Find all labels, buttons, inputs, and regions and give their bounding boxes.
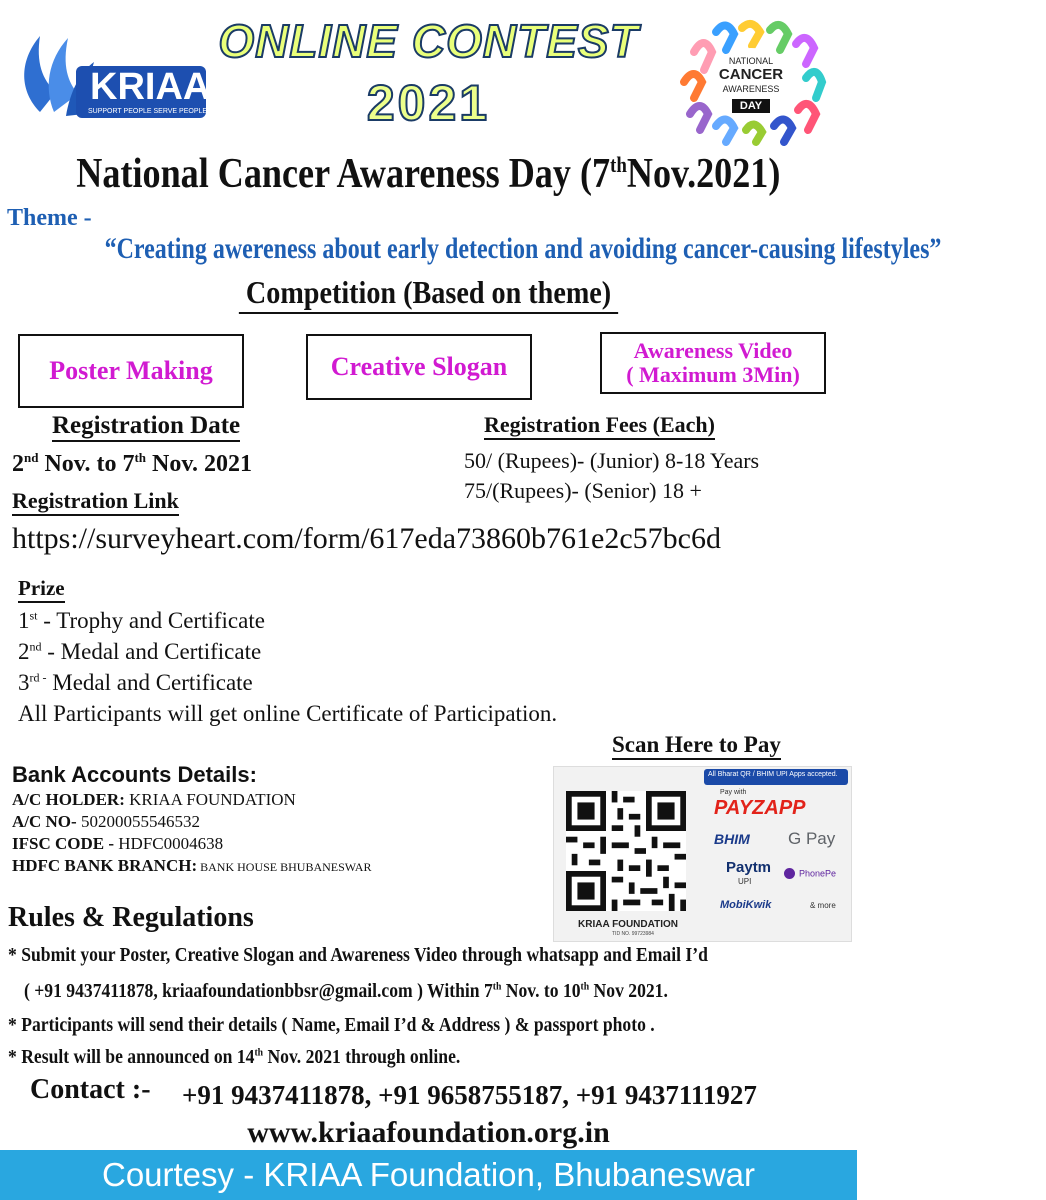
- awareness-video-box: Awareness Video ( Maximum 3Min): [600, 332, 826, 394]
- phonepe-icon: [784, 868, 795, 879]
- merchant-name: KRIAA FOUNDATION: [578, 919, 678, 930]
- rule-1: * Submit your Poster, Creative Slogan and Awareness Video through whatsapp and Email I’d: [8, 944, 708, 966]
- qr-pay-card: [553, 766, 852, 942]
- merchant-tid: TID NO. 99723984: [612, 931, 654, 937]
- scan-heading: Scan Here to Pay: [612, 732, 781, 760]
- bank-heading: Bank Accounts Details:: [12, 762, 257, 787]
- fee-senior: 75/(Rupees)- (Senior) 18 +: [464, 478, 702, 503]
- footer-courtesy: Courtesy - KRIAA Foundation, Bhubaneswar: [0, 1150, 857, 1200]
- mobikwik-logo: MobiKwik: [720, 899, 772, 911]
- prize-third: $3^{rd -}$ Medal and Certificate: [18, 670, 253, 695]
- bank-ifsc: IFSC CODE - HDFC0004638: [12, 834, 224, 853]
- website-link[interactable]: www.kriaafoundation.org.in: [247, 1116, 610, 1149]
- badge-line-3: AWARENESS: [722, 84, 780, 94]
- rules-heading: Rules & Regulations: [8, 902, 254, 933]
- prize-first: 1st - Trophy and Certificate: [18, 608, 265, 633]
- contest-title: ONLINE CONTEST: [218, 15, 639, 67]
- competition-heading: Competition (Based on theme): [0, 274, 857, 314]
- more-apps: & more: [810, 901, 836, 910]
- payzapp-logo: PAYZAPP: [714, 797, 806, 819]
- upi-banner-text: All Bharat QR / BHIM UPI Apps accepted.: [708, 771, 838, 778]
- prize-heading: Prize: [18, 576, 65, 603]
- upi-label: UPI: [738, 877, 752, 886]
- qr-code-icon: [566, 791, 686, 911]
- pay-with-text: Pay with: [720, 789, 747, 796]
- fee-junior: 50/ (Rupees)- (Junior) 8-18 Years: [464, 448, 760, 473]
- phonepe-logo: PhonePe: [784, 864, 836, 882]
- logo-name: KRIAA: [90, 66, 211, 108]
- badge-line-2: CANCER: [718, 66, 784, 83]
- badge-line-1: NATIONAL: [728, 56, 774, 66]
- paytm-logo: Paytm: [726, 859, 772, 876]
- registration-link[interactable]: https://surveyheart.com/form/617eda73860b761e2c57bc6d: [12, 522, 721, 555]
- registration-link-heading: Registration Link: [12, 488, 179, 516]
- theme-text: “Creating awereness about early detection and avoiding cancer-causing lifestyles”: [104, 232, 942, 265]
- contact-numbers[interactable]: +91 9437411878, +91 9658755187, +91 9437111927: [182, 1080, 757, 1110]
- main-title: National Cancer Awareness Day (7thNov.2021): [76, 151, 781, 197]
- rule-3: * Result will be announced on 14th Nov. 2021 through online.: [8, 1046, 461, 1068]
- registration-fees-heading: Registration Fees (Each): [484, 412, 715, 440]
- rule-2: * Participants will send their details ( Name, Email I’d & Address ) & passport photo .: [8, 1014, 655, 1036]
- registration-date-heading: Registration Date: [52, 412, 240, 442]
- badge-line-4: DAY: [676, 96, 826, 114]
- poster-making-box: Poster Making: [18, 334, 244, 408]
- prize-participation: All Participants will get online Certificate of Participation.: [18, 701, 558, 726]
- logo-tagline: SUPPORT PEOPLE SERVE PEOPLE: [88, 108, 208, 115]
- theme-label: Theme -: [7, 205, 92, 231]
- bank-account-no: A/C NO- 50200055546532: [12, 812, 200, 831]
- registration-date: 2nd Nov. to 7th Nov. 2021: [12, 450, 253, 477]
- rule-1-contact: ( +91 9437411878, kriaafoundationbbsr@gmail.com ) Within 7th Nov. to 10th Nov 2021.: [24, 980, 668, 1002]
- creative-slogan-box: Creative Slogan: [306, 334, 532, 400]
- bank-branch: HDFC BANK BRANCH: BANK HOUSE BHUBANESWAR: [12, 856, 372, 875]
- bank-holder: A/C HOLDER: KRIAA FOUNDATION: [12, 790, 296, 809]
- bhim-logo: BHIM: [714, 831, 750, 847]
- prize-second: 2nd - Medal and Certificate: [18, 639, 262, 664]
- gpay-logo: G Pay: [788, 829, 836, 848]
- contact-label: Contact :-: [30, 1074, 151, 1105]
- contest-year: 2021: [366, 75, 491, 131]
